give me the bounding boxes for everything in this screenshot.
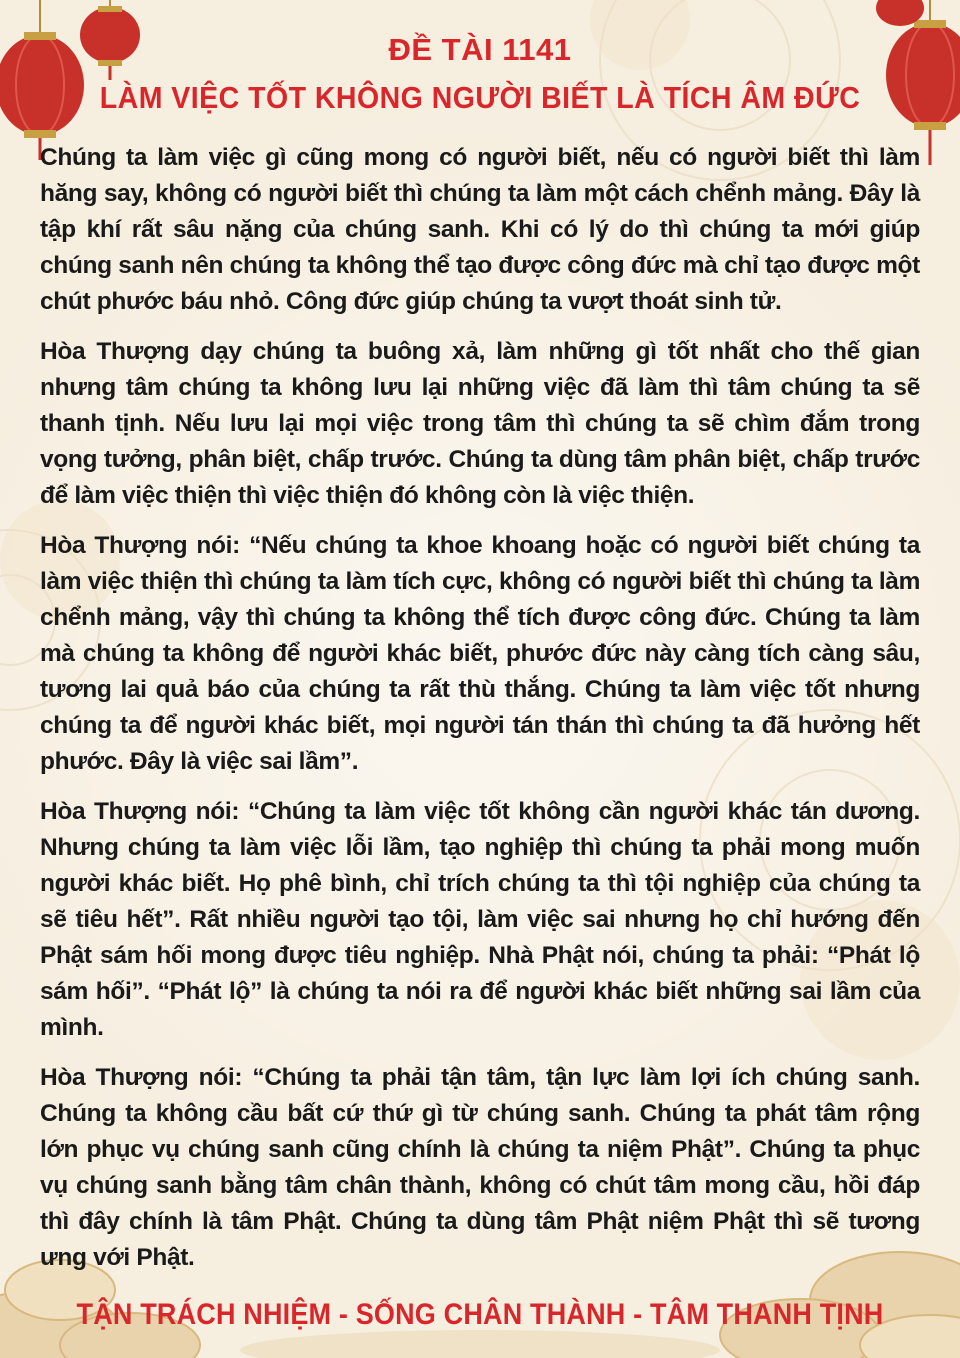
- paragraph: Hòa Thượng nói: “Chúng ta làm việc tốt không cần người khác tán dương. Nhưng chúng ta làm việc lỗi lầm, tạo nghiệp thì chúng ta phải mong muốn người khác biết. Họ phê bình, chỉ trích chúng ta thì tội nghiệp của chúng ta sẽ tiêu hết”. Rất nhiều người tạo tội, làm việc sai nhưng họ chỉ hướng đến Phật sám hối mong được tiêu nghiệp. Nhà Phật nói, chúng ta phải: “Phát lộ sám hối”. “Phát lộ” là chúng ta nói ra để người khác biết những sai lầm của mình.: [40, 798, 920, 1041]
- topic-heading: ĐỀ TÀI 1141: [388, 32, 572, 67]
- footer-motto: TẬN TRÁCH NHIỆM - SỐNG CHÂN THÀNH - TÂM THANH TỊNH: [76, 1298, 884, 1331]
- paragraph: Hòa Thượng dạy chúng ta buông xả, làm những gì tốt nhất cho thế gian nhưng tâm chúng ta không lưu lại những việc đã làm thì tâm chúng ta sẽ thanh tịnh. Nếu lưu lại mọi việc trong tâm thì chúng ta sẽ chìm đắm trong vọng tưởng, phân biệt, chấp trước. Chúng ta dùng tâm phân biệt, chấp trước để làm việc thiện thì việc thiện đó không còn là việc thiện.: [40, 338, 920, 509]
- paragraph: Hòa Thượng nói: “Nếu chúng ta khoe khoang hoặc có người biết chúng ta làm việc thiện thì chúng ta làm tích cực, không có người biết thì chúng ta làm chểnh mảng, vậy thì chúng ta không thể tích được công đức. Chúng ta làm mà chúng ta không để người khác biết, phước đức này càng tích càng sâu, tương lai quả báo của chúng ta rất thù thắng. Chúng ta làm việc tốt nhưng chúng ta để người khác biết, mọi người tán thán thì chúng ta đã hưởng hết phước. Đây là việc sai lầm”.: [40, 532, 920, 775]
- page-title: LÀM VIỆC TỐT KHÔNG NGƯỜI BIẾT LÀ TÍCH ÂM ĐỨC: [99, 80, 861, 115]
- paragraph: Hòa Thượng nói: “Chúng ta phải tận tâm, tận lực làm lợi ích chúng sanh. Chúng ta không cầu bất cứ thứ gì từ chúng sanh. Chúng ta phát tâm rộng lớn phục vụ chúng sanh cũng chính là chúng ta niệm Phật”. Chúng ta phục vụ chúng sanh bằng tâm chân thành, không có chút tâm mong cầu, hồi đáp thì đây chính là tâm Phật. Chúng ta dùng tâm Phật niệm Phật thì sẽ tương ưng với Phật.: [40, 1064, 920, 1271]
- paragraph: Chúng ta làm việc gì cũng mong có người biết, nếu có người biết thì làm hăng say, không có người biết thì chúng ta làm một cách chểnh mảng. Đây là tập khí rất sâu nặng của chúng sanh. Khi có lý do thì chúng ta mới giúp chúng sanh nên chúng ta không thể tạo được công đức mà chỉ tạo được một chút phước báu nhỏ. Công đức giúp chúng ta vượt thoát sinh tử.: [40, 144, 920, 315]
- article-body: [40, 140, 920, 1290]
- cloud-center-icon: [240, 1330, 720, 1358]
